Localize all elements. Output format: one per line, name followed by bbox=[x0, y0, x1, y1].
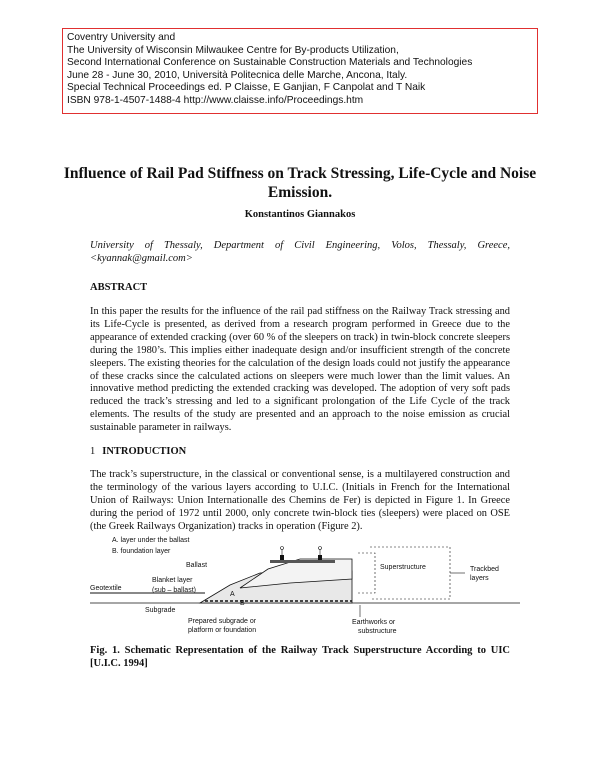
section-number: 1 bbox=[90, 446, 96, 457]
abstract-heading: ABSTRACT bbox=[90, 282, 148, 293]
section-heading-introduction bbox=[90, 446, 186, 457]
earthworks-label-1: Earthworks or bbox=[352, 619, 396, 626]
section-title: INTRODUCTION bbox=[102, 446, 187, 457]
legend-b: B. foundation layer bbox=[112, 548, 171, 555]
prepared-label-1: Prepared subgrade or bbox=[188, 618, 257, 625]
proceedings-header bbox=[62, 28, 538, 114]
layer-mark-a: A bbox=[230, 591, 235, 598]
header-line: The University of Wisconsin Milwaukee Centre for By-products Utilization, bbox=[67, 44, 399, 56]
paper-title: Influence of Rail Pad Stiffness on Track Stressing, Life-Cycle and Noise Emission. bbox=[63, 165, 537, 201]
blanket-label-2: (sub – ballast) bbox=[152, 587, 196, 594]
earthworks-label-2: substructure bbox=[358, 628, 397, 635]
geotextile-label: Geotextile bbox=[90, 585, 122, 592]
track-superstructure-figure bbox=[90, 533, 530, 643]
header-line: ISBN 978-1-4507-1488-4 http://www.claisse.info/Proceedings.htm bbox=[67, 94, 364, 106]
sleeper bbox=[270, 560, 335, 563]
prepared-label-2: platform or foundation bbox=[188, 627, 257, 634]
header-line: Coventry University and bbox=[67, 32, 176, 43]
rail-left bbox=[280, 555, 284, 560]
introduction-text: The track’s superstructure, in the classical or conventional sense, is a multilayered construction and the terminology of the various layers according to U.I.C. (Initials in French for the International Union of Railways: Union Internationalle des Chemins de Fer) is depicted in Figure 1. In Greece during the period of 1972 until 2000, only concrete twin-block ties (sleepers) were placed on OSE (the Greek Railways Organization) tracks in operation (Figure 2). bbox=[90, 469, 510, 532]
legend-a: A. layer under the ballast bbox=[112, 537, 190, 544]
header-line: Second International Conference on Sustainable Construction Materials and Technologies bbox=[67, 57, 473, 69]
paper-author: Konstantinos Giannakos bbox=[244, 209, 356, 220]
trackbed-label-2: layers bbox=[470, 575, 489, 582]
author-affiliation: University of Thessaly, Department of Civil Engineering, Volos, Thessaly, Greece, <kyannak@gmail.com> bbox=[90, 240, 510, 264]
header-line: June 28 - June 30, 2010, Università Politecnica delle Marche, Ancona, Italy. bbox=[67, 69, 408, 81]
header-line: Special Technical Proceedings ed. P Claisse, E Ganjian, F Canpolat and T Naik bbox=[67, 82, 426, 94]
ballast-label: Ballast bbox=[186, 562, 208, 569]
abstract-text: In this paper the results for the influence of the rail pad stiffness on the Railway Track stressing and its Life-Cycle is presented, as derived from a research program performed in Greece due to the appearance of extended cracking (over 60 % of the sleepers on track) in twin-block concrete sleepers during the 1980’s. This implies either inadequate design and/or insufficient strength of the concrete sleepers. The existing theories for the calculation of the design loads could not justify the appearance of these cracks since the calculated actions on sleepers were much lower than the limit values. An innovative method predicting the extended cracking was developed. The adoption of very soft pads reduced the track’s stressing and led to a significant prolongation of the Life Cycle of the track elements. The results of the study are presented and an approach to the noise emission as crucial sustainable parameter in railways. bbox=[90, 306, 510, 434]
layer-mark-b: B bbox=[240, 600, 245, 607]
figure-caption: Fig. 1. Schematic Representation of the Railway Track Superstructure According to UIC [U.I.C. 1994] bbox=[90, 645, 510, 669]
rail-right bbox=[318, 555, 322, 560]
blanket-label-1: Blanket layer bbox=[152, 577, 193, 584]
subgrade-label: Subgrade bbox=[145, 607, 176, 614]
superstructure-label: Superstructure bbox=[380, 564, 426, 571]
trackbed-label-1: Trackbed bbox=[470, 566, 499, 573]
